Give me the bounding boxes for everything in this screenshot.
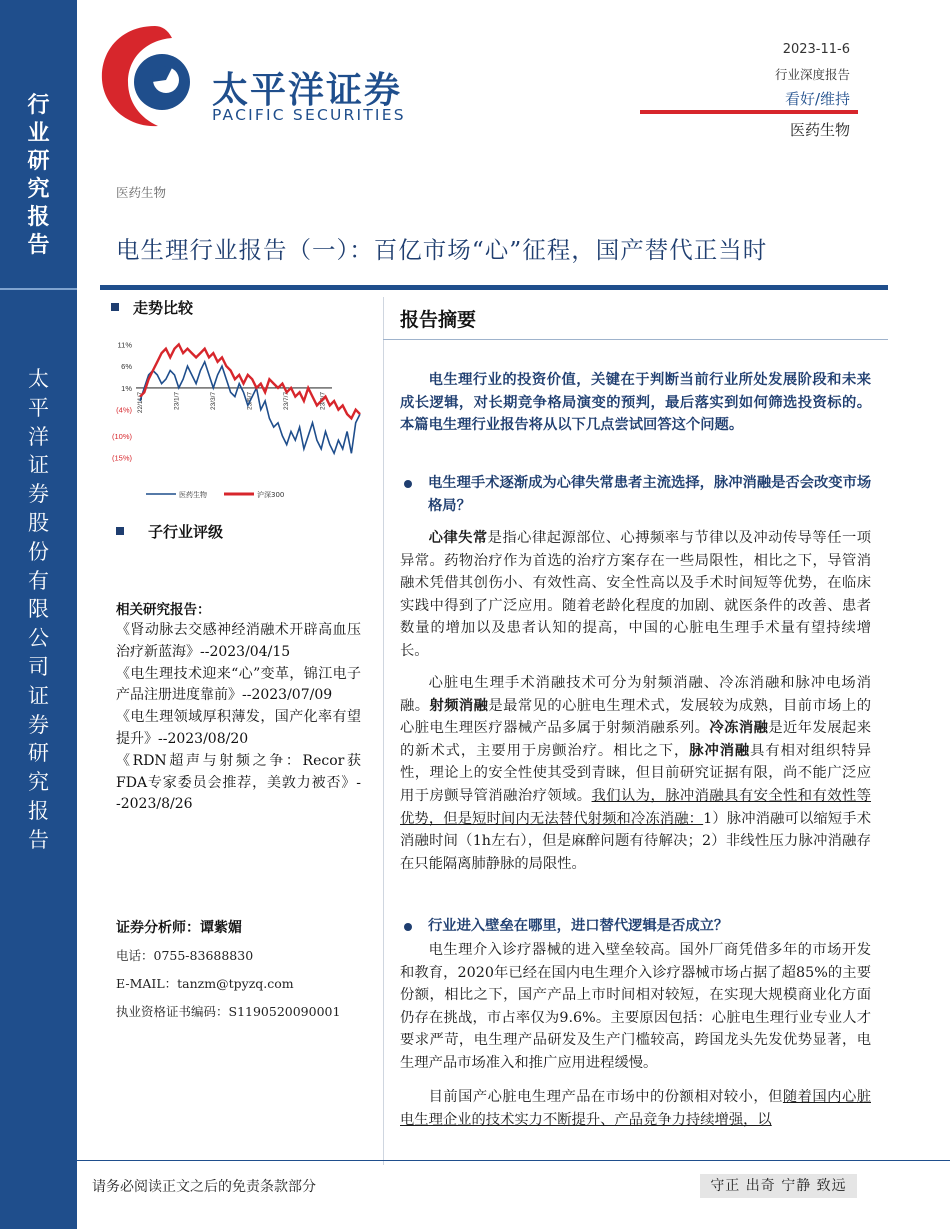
sidebar-top-text xyxy=(0,92,77,260)
related-reports-heading: 相关研究报告： xyxy=(116,602,211,618)
sidebar-char: 券 xyxy=(28,712,49,737)
report-date: 2023-11-6 xyxy=(782,42,850,57)
paragraph-ablation xyxy=(400,672,871,875)
p2-text-a: 心脏电生理手术消融技术可分为射频消融、冷冻消融和脉冲电场消融。 xyxy=(400,675,871,714)
sidebar-char: 行 xyxy=(27,93,50,118)
analyst-license: 执业资格证书编码：S1190520090001 xyxy=(116,1004,341,1019)
trend-heading: 走势比较 xyxy=(133,299,194,317)
question-bullet-icon xyxy=(404,923,412,931)
sidebar-char: 研 xyxy=(28,741,49,766)
sidebar-char: 究 xyxy=(27,177,50,202)
subindustry-heading: 子行业评级 xyxy=(148,523,224,541)
sidebar-char: 洋 xyxy=(28,424,49,449)
sidebar-char: 平 xyxy=(28,395,49,420)
p2-underlined-view: 我们认为，脉冲消融具有安全性和有效性等优势，但是短时间内无法替代射频和冷冻消融： xyxy=(400,787,872,827)
analyst-heading: 证券分析师：谭紫媚 xyxy=(116,920,242,936)
sidebar-char: 太 xyxy=(28,367,49,391)
y-tick-label: 6% xyxy=(121,362,132,372)
trend-chart xyxy=(110,332,370,507)
sidebar-char: 券 xyxy=(28,482,49,507)
p2-text-d: 是近年发展起来的新术式，主要用于房颤治疗。相比之下， xyxy=(400,720,872,759)
sidebar-char: 股 xyxy=(28,510,49,535)
related-report-item[interactable]: 《RDN超声与射频之争：Recor获FDA专家委员会推荐，美敦力被否》--2023/8/26 xyxy=(116,752,361,813)
y-tick-label: (10%) xyxy=(111,431,132,441)
paragraph-domestic xyxy=(400,1086,871,1131)
term-rf-ablation: 射频消融 xyxy=(429,697,489,714)
related-report-item[interactable]: 《电生理技术迎来“心”变革，锦江电子产品注册进度靠前》--2023/07/09 xyxy=(116,665,361,704)
p2-text-c: 是最常见的心脏电生理术式，发展较为成熟，目前市场上的心脏电生理医疗器械产品多属于射频消融系列。 xyxy=(400,697,872,737)
paragraph-arrhythmia xyxy=(400,527,871,663)
sidebar-char: 司 xyxy=(28,654,49,679)
trend-bullet-icon xyxy=(111,303,119,311)
sidebar-char: 有 xyxy=(28,568,49,593)
y-tick-label: (4%) xyxy=(116,405,132,415)
related-reports-list xyxy=(116,620,361,816)
sidebar-char: 证 xyxy=(28,453,49,478)
p4-underlined-text: 随着国内心脏电生理企业的技术实力不断提升、产品竞争力持续增强，以 xyxy=(400,1089,871,1128)
paragraph-barriers xyxy=(400,939,871,1075)
sidebar-bottom-text xyxy=(0,365,77,855)
column-divider xyxy=(383,297,384,1165)
sidebar-char: 究 xyxy=(28,770,49,795)
related-report-item[interactable]: 《电生理领域厚积薄发，国产化率有望提升》--2023/08/20 xyxy=(116,709,361,747)
title-rule xyxy=(100,285,888,290)
p4-text-a: 目前国产心脏电生理产品在市场中的份额相对较小，但 xyxy=(428,1089,783,1105)
x-tick-label: 23/7/7 xyxy=(283,391,290,411)
sidebar-char: 限 xyxy=(28,597,49,622)
brand-name-cn: 太平洋证券 xyxy=(212,70,403,111)
footer-disclaimer[interactable]: 请务必阅读正文之后的免责条款部分 xyxy=(92,1179,316,1195)
x-tick-label: 23/5/7 xyxy=(246,391,254,411)
question-2: 行业进入壁垒在哪里，进口替代逻辑是否成立？ xyxy=(428,918,729,934)
report-type: 行业深度报告 xyxy=(774,67,850,82)
intro-text: 电生理行业的投资价值，关键在于判断当前行业所处发展阶段和未来成长逻辑，对长期竞争格局演变的预判，最后落实到如何筛选投资标的。本篇电生理行业报告将从以下几点尝试回答这个问题。 xyxy=(400,372,871,434)
sidebar-char: 证 xyxy=(28,683,49,708)
p2-text-e: 具有相对组织特异性，理论上的安全性使其受到青睐，但目前研究证据有限，尚不能广泛应用于房颤导管消融治疗领域。 xyxy=(400,742,872,804)
brand-name-en: PACIFIC SECURITIES xyxy=(212,106,406,124)
sidebar-char: 份 xyxy=(28,539,49,564)
term-arrhythmia: 心律失常 xyxy=(428,530,488,546)
footer-rule xyxy=(77,1160,950,1161)
abstract-heading: 报告摘要 xyxy=(400,309,477,331)
paragraph-1-text: 是指心律起源部位、心搏频率与节律以及冲动传导等任一项异常。药物治疗作为首选的治疗方案存在一些局限性，相比之下，导管消融术凭借其创伤小、有效性高、安全性高以及手术时间短等优势，在临床实践中得到了广泛应用。随着老龄化程度的加剧、就医条件的改善、患者数量的增加以及患者认知的提高，中国的心脏电生理手术量有望持续增长。 xyxy=(400,530,872,659)
sidebar-char: 报 xyxy=(28,798,49,823)
sidebar-char: 研 xyxy=(27,149,50,174)
x-tick-label: 23/9/7 xyxy=(319,391,327,411)
x-tick-label: 22/11/7 xyxy=(137,391,144,414)
sidebar-char: 报 xyxy=(27,205,50,230)
term-pulsed-ablation: 脉冲消融 xyxy=(689,742,751,759)
analyst-email[interactable]: E-MAIL：tanzm@tpyzq.com xyxy=(116,976,294,991)
question-bullet-icon xyxy=(404,480,412,488)
x-tick-label: 23/1/7 xyxy=(173,391,181,411)
sidebar-char: 公 xyxy=(28,626,49,651)
p2-text-f: 1）脉冲消融可以缩短手术消融时间（1h左右），但是麻醉问题有待解决；2）非线性压力脉冲消融存在只能隔离肺静脉的局限性。 xyxy=(400,810,871,872)
sector-label: 医药生物 xyxy=(789,121,850,139)
question-1: 电生理手术逐渐成为心律失常患者主流选择，脉冲消融是否会改变市场格局？ xyxy=(428,475,872,514)
sidebar-char: 告 xyxy=(28,827,49,852)
related-report-item[interactable]: 《肾动脉去交感神经消融术开辟高血压治疗新蓝海》--2023/04/15 xyxy=(116,622,361,660)
paragraph-3-text: 电生理介入诊疗器械的进入壁垒较高。国外厂商凭借多年的市场开发和教育，2020年已经在国内电生理介入诊疗器械市场占据了超85%的主要份额，相比之下，国产产品上市时间相对较短，在实现大规模商业化方面仍存在挑战，市占率仅为9.6%。主要原因包括：心脏电生理行业专业人才要求严苛，电生理产品研发及生产门槛较高，跨国龙头先发优势显著，电生理产品市场准入和推广应用进程缓慢。 xyxy=(400,942,871,1071)
x-tick-label: 23/3/7 xyxy=(210,391,217,411)
header-accent-bar xyxy=(640,110,858,114)
footer-motto: 守正 出奇 宁静 致远 xyxy=(700,1174,857,1198)
breadcrumb: 医药生物 xyxy=(116,185,167,200)
term-cryo-ablation: 冷冻消融 xyxy=(709,720,769,737)
sidebar-char: 告 xyxy=(27,233,50,258)
legend-label: 沪深300 xyxy=(257,491,285,499)
sidebar-char: 业 xyxy=(27,121,50,146)
analyst-phone: 电话：0755-83688830 xyxy=(116,948,254,963)
y-tick-label: 1% xyxy=(121,383,132,393)
rating-label: 看好/维持 xyxy=(784,90,850,108)
abstract-rule xyxy=(383,339,888,340)
page-title: 电生理行业报告（一）：百亿市场“心”征程，国产替代正当时 xyxy=(116,236,768,264)
legend-label: 医药生物 xyxy=(179,491,207,499)
subindustry-bullet-icon xyxy=(116,527,124,535)
y-tick-label: 11% xyxy=(117,340,132,350)
y-tick-label: (15%) xyxy=(111,453,132,463)
abstract-intro xyxy=(400,369,871,437)
